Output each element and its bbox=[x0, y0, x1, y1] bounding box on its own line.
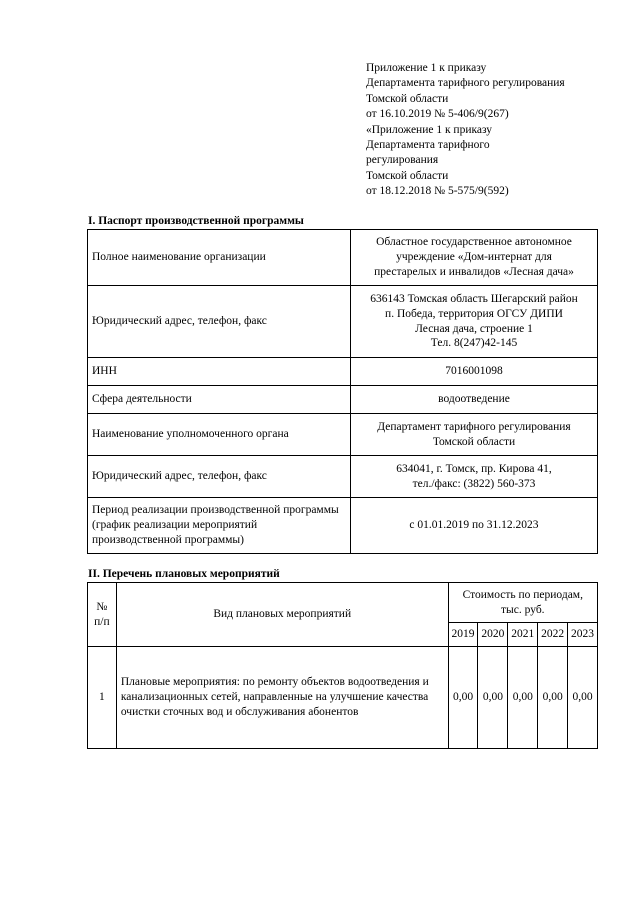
table-header-row bbox=[88, 583, 598, 623]
value-line: учреждение «Дом-интернат для bbox=[396, 251, 552, 264]
row-value bbox=[351, 286, 598, 358]
row-label: Наименование уполномоченного органа bbox=[88, 414, 351, 456]
header-line: Томской области bbox=[366, 92, 449, 105]
value-line: Томской области bbox=[432, 435, 516, 448]
col-kind-header: Вид плановых мероприятий bbox=[116, 583, 448, 647]
row-value bbox=[351, 230, 598, 286]
value-line: 634041, г. Томск, пр. Кирова 41, bbox=[396, 462, 552, 475]
value-line: п. Победа, территория ОГСУ ДИПИ bbox=[385, 307, 563, 320]
header-line: Департамента тарифного регулирования bbox=[366, 77, 565, 90]
section1-title: I. Паспорт производственной программы bbox=[88, 215, 304, 227]
table-row bbox=[88, 456, 598, 498]
row-label: Сфера деятельности bbox=[88, 386, 351, 414]
value-line: Лесная дача, строение 1 bbox=[415, 322, 533, 335]
header-line: от 16.10.2019 № 5-406/9(267) bbox=[366, 108, 509, 121]
row-label: Юридический адрес, телефон, факс bbox=[88, 456, 351, 498]
year-value: 0,00 bbox=[568, 647, 598, 749]
year-header: 2020 bbox=[478, 623, 508, 647]
header-line: от 18.12.2018 № 5-575/9(592) bbox=[366, 185, 509, 198]
value-line: тел./факс: (3822) 560-373 bbox=[412, 477, 536, 490]
col-num-header: № п/п bbox=[88, 583, 117, 647]
year-header: 2019 bbox=[448, 623, 478, 647]
row-value: 7016001098 bbox=[351, 358, 598, 386]
row-label: ИНН bbox=[88, 358, 351, 386]
year-header: 2023 bbox=[568, 623, 598, 647]
row-label: Полное наименование организации bbox=[88, 230, 351, 286]
passport-table bbox=[87, 229, 598, 554]
header-line: «Приложение 1 к приказу bbox=[366, 123, 493, 136]
header-line: Томской области bbox=[366, 169, 449, 182]
section2-title: II. Перечень плановых мероприятий bbox=[88, 568, 280, 580]
row-value bbox=[351, 456, 598, 498]
year-value: 0,00 bbox=[448, 647, 478, 749]
order-header bbox=[366, 61, 616, 200]
row-kind: Плановые мероприятия: по ремонту объектов водоотведения и канализационных сетей, направленные на улучшение качества очистки сточных вод и обслуживания абонентов bbox=[116, 647, 448, 749]
value-line: Областное государственное автономное bbox=[376, 236, 572, 249]
table-row bbox=[88, 647, 598, 749]
year-header: 2021 bbox=[508, 623, 538, 647]
value-line: Департамент тарифного регулирования bbox=[377, 420, 571, 433]
table-row bbox=[88, 498, 598, 554]
year-header: 2022 bbox=[538, 623, 568, 647]
row-value bbox=[351, 414, 598, 456]
row-value: с 01.01.2019 по 31.12.2023 bbox=[351, 498, 598, 554]
table-row bbox=[88, 230, 598, 286]
col-cost-header: Стоимость по периодам, тыс. руб. bbox=[448, 583, 597, 623]
table-row bbox=[88, 358, 598, 386]
header-line: Департамента тарифного bbox=[366, 139, 490, 152]
table-row bbox=[88, 414, 598, 456]
row-num: 1 bbox=[88, 647, 117, 749]
year-value: 0,00 bbox=[478, 647, 508, 749]
header-line: регулирования bbox=[366, 154, 439, 167]
value-line: Тел. 8(247)42-145 bbox=[430, 337, 518, 350]
activities-table bbox=[87, 582, 598, 749]
value-line: 636143 Томская область Шегарский район bbox=[370, 292, 578, 305]
year-value: 0,00 bbox=[538, 647, 568, 749]
row-value: водоотведение bbox=[351, 386, 598, 414]
header-line: Приложение 1 к приказу bbox=[366, 62, 487, 74]
table-row bbox=[88, 386, 598, 414]
row-label: Период реализации производственной программы (график реализации мероприятий производственной программы) bbox=[88, 498, 351, 554]
row-label: Юридический адрес, телефон, факс bbox=[88, 286, 351, 358]
year-value: 0,00 bbox=[508, 647, 538, 749]
table-row bbox=[88, 286, 598, 358]
value-line: престарелых и инвалидов «Лесная дача» bbox=[374, 265, 574, 278]
